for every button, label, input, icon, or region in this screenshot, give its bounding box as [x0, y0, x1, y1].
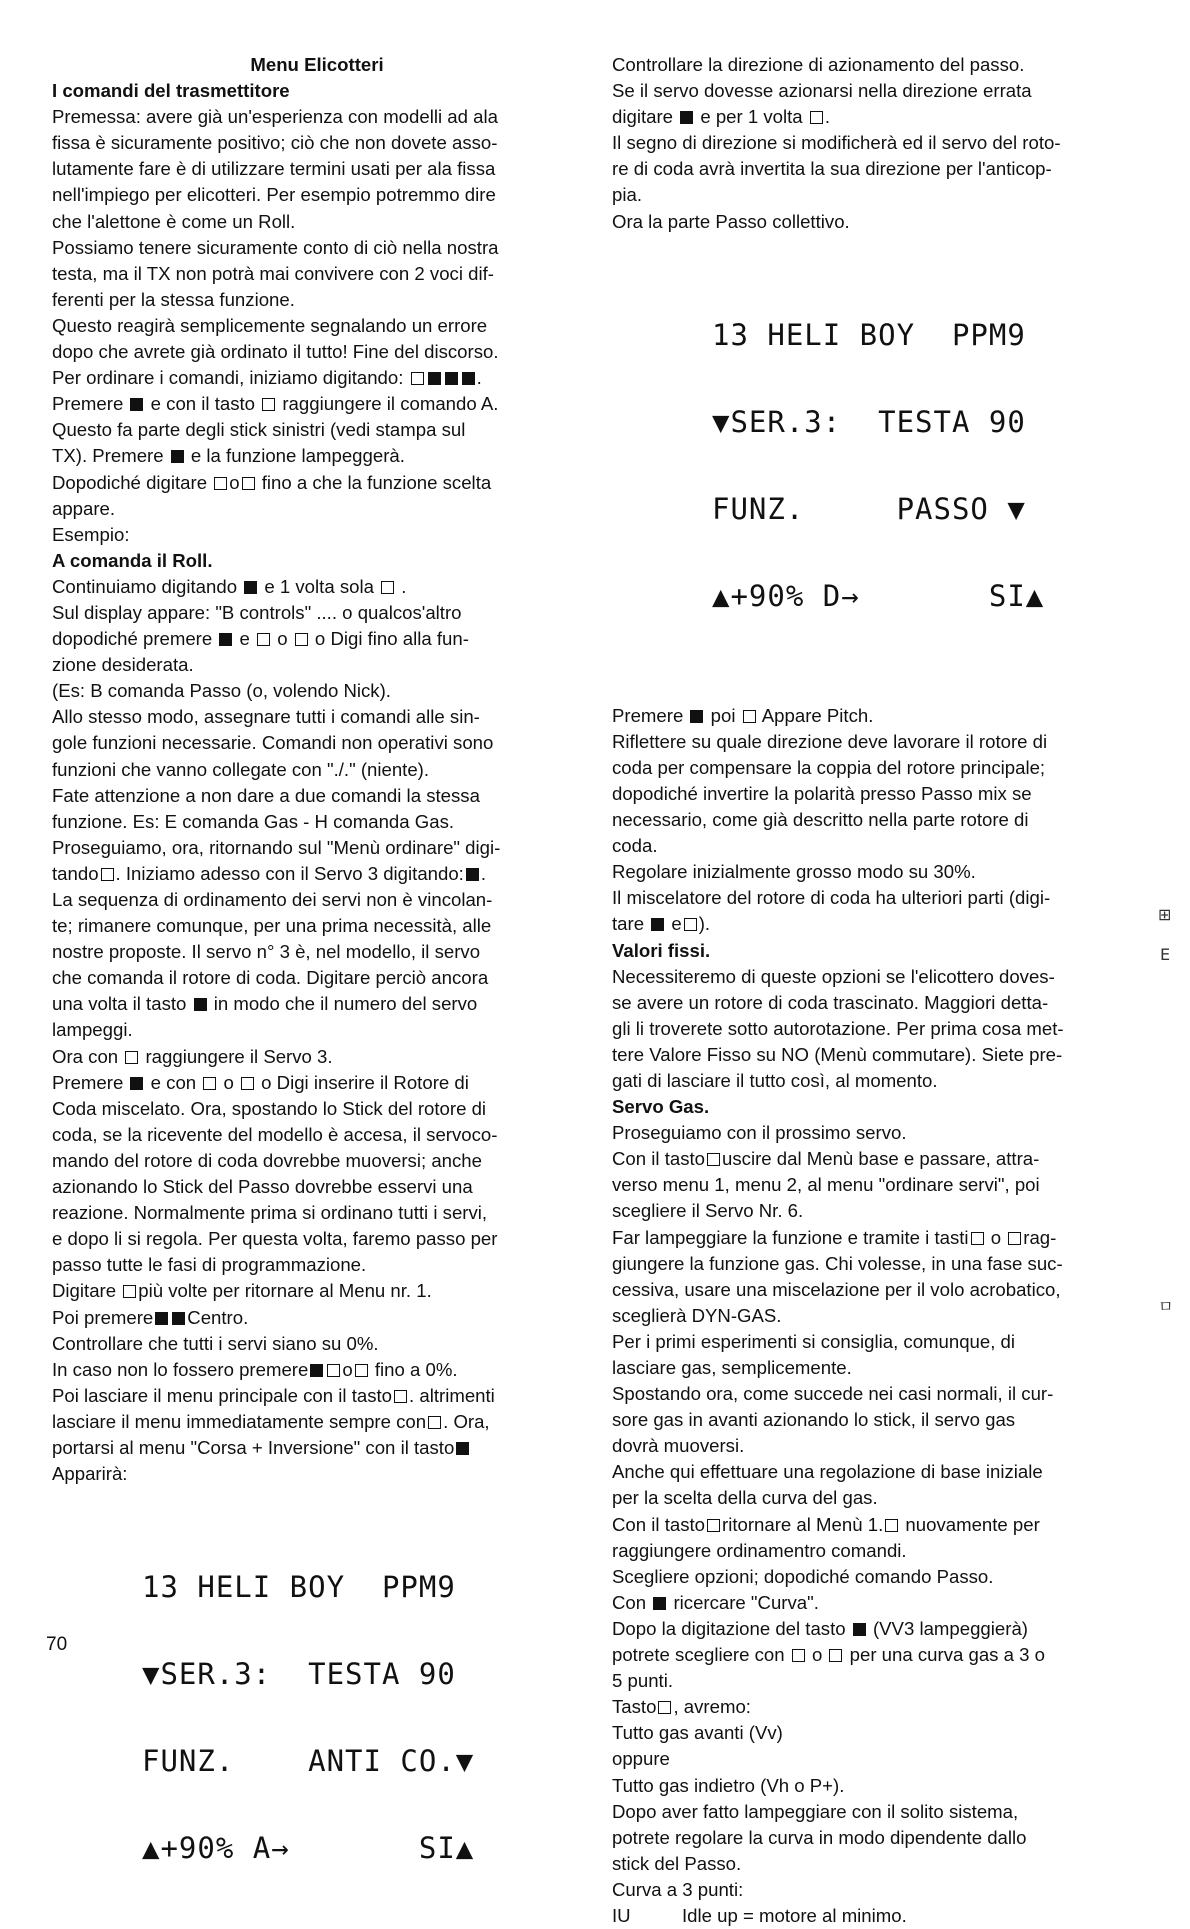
text: o Digi fino alla fun- [309, 628, 469, 650]
text-line [52, 470, 582, 496]
text-line: fissa è sicuramente positivo; ciò che non dovete asso- [52, 132, 498, 154]
key-icon [971, 1232, 984, 1245]
text-line: mando del rotore di coda dovrebbe muoversi; anche [52, 1149, 482, 1171]
text: e la funzione lampeggerà. [185, 445, 405, 467]
text-line [52, 626, 582, 652]
text-line: te; rimanere comunque, per una prima necessità, alle [52, 915, 492, 937]
text-line: se avere un rotore di coda trascinato. Maggiori detta- [612, 991, 1049, 1013]
text-line: Controllare la direzione di azionamento del passo. [612, 54, 1025, 75]
key-icon [456, 1442, 469, 1455]
text-line [52, 1305, 582, 1331]
text: . Iniziamo adesso con il Servo 3 digitando: [115, 862, 464, 884]
text-line: verso menu 1, menu 2, al menu "ordinare servi", poi [612, 1174, 1040, 1196]
text: o Digi inserire il Rotore di [255, 1071, 469, 1093]
text-line [52, 1278, 582, 1304]
text: per una curva gas a 3 o [844, 1644, 1045, 1666]
text: Centro. [187, 1306, 249, 1328]
text-line: Spostando ora, come succede nei casi normali, il cur- [612, 1383, 1054, 1405]
text: e 1 volta sola [259, 575, 380, 597]
text: TX). Premere [52, 445, 169, 467]
key-icon [257, 633, 270, 646]
text: Per ordinare i comandi, iniziamo digitando: [52, 367, 409, 389]
text-line: Per i primi esperimenti si consiglia, comunque, di [612, 1330, 1016, 1352]
text: o [806, 1644, 828, 1666]
text-line [52, 1435, 582, 1461]
text-line: Premessa: avere già un'esperienza con modelli ad ala [52, 106, 498, 128]
text: . Ora, [443, 1410, 490, 1432]
text-line: lampeggi. [52, 1019, 133, 1041]
text-line: Necessiteremo di queste opzioni se l'elicottero doves- [612, 965, 1055, 987]
text-line [52, 1409, 582, 1435]
text-line: Se il servo dovesse azionarsi nella direzione errata [612, 80, 1032, 102]
text-line: coda. [612, 835, 658, 857]
text: tando [52, 862, 99, 884]
text-line: lutamente fare è di utilizzare termini usati per ala fissa [52, 158, 496, 180]
text: e [234, 628, 256, 650]
text: , avremo: [673, 1696, 751, 1718]
lcd-line: ▼SER.3: TESTA 90 [712, 404, 1026, 439]
key-icon [1008, 1232, 1021, 1245]
text-line: Allo stesso modo, assegnare tutti i comandi alle sin- [52, 706, 480, 728]
text-line: sceglierà DYN-GAS. [612, 1304, 782, 1326]
key-icon [155, 1312, 168, 1325]
text: Dopo la digitazione del tasto [612, 1617, 851, 1639]
margin-key-icon: ⊞ [1158, 905, 1172, 924]
lcd-line: FUNZ. ANTI CO.▼ [142, 1744, 475, 1779]
text-line: giungere la funzione gas. Chi volesse, in una fase suc- [612, 1252, 1063, 1274]
text-line: scegliere il Servo Nr. 6. [612, 1200, 804, 1222]
key-icon [130, 1077, 143, 1090]
text: Appare Pitch. [757, 704, 874, 726]
key-icon [707, 1153, 720, 1166]
text-line [612, 911, 1148, 937]
text: tare [612, 913, 650, 935]
margin-mark-icon: E [1160, 945, 1171, 964]
key-icon [810, 111, 823, 124]
key-icon [792, 1649, 805, 1662]
text-line [612, 1694, 1148, 1720]
key-icon [310, 1364, 323, 1377]
text-line [52, 1044, 582, 1070]
key-icon [171, 450, 184, 463]
text: Far lampeggiare la funzione e tramite i tasti [612, 1226, 969, 1248]
key-icon [684, 918, 697, 931]
lcd-line: 13 HELI BOY PPM9 [142, 1570, 456, 1605]
text: lasciare il menu immediatamente sempre con [52, 1410, 427, 1432]
text-line: coda per compensare la coppia del rotore principale; [612, 756, 1046, 778]
key-icon [172, 1312, 185, 1325]
key-icon [381, 581, 394, 594]
key-icon [411, 372, 424, 385]
text-line: Questo fa parte degli stick sinistri (vedi stampa sul [52, 419, 466, 441]
text-line: Dopo aver fatto lampeggiare con il solito sistema, [612, 1800, 1019, 1822]
margin-mark-icon: ㅁ [1158, 1297, 1174, 1316]
text-line: potrete regolare la curva in modo dipendente dallo [612, 1826, 1027, 1848]
text-line: necessario, come già descritto nella parte rotore di [612, 809, 1029, 831]
text: . altrimenti [409, 1384, 495, 1406]
text: o [985, 1226, 1007, 1248]
text-line: Fate attenzione a non dare a due comandi la stessa [52, 784, 480, 806]
lcd-line: ▲+90% D→ SI▲ [712, 578, 1045, 613]
text-line: lasciare gas, semplicemente. [612, 1357, 852, 1378]
text-line [612, 1590, 1148, 1616]
text-line [52, 861, 582, 887]
text-line: gole funzioni necessarie. Comandi non operativi sono [52, 732, 494, 754]
key-icon [242, 477, 255, 490]
key-icon [707, 1519, 720, 1532]
subheading: Valori fissi. [612, 939, 711, 961]
text-line: testa, ma il TX non potrà mai convivere con 2 voci dif- [52, 262, 494, 284]
text-line: funzioni che vanno collegate con "./." (niente). [52, 758, 430, 780]
text-line: gli li troverete sotto autorotazione. Per prima cosa met- [612, 1017, 1064, 1039]
text-line [612, 703, 1148, 729]
lcd-line: FUNZ. PASSO ▼ [712, 491, 1026, 526]
text: Continuiamo digitando [52, 575, 243, 597]
text-line: dopo che avrete già ordinato il tutto! Fine del discorso. [52, 341, 499, 363]
text: in modo che il numero del servo [208, 993, 478, 1015]
text-line: Proseguiamo, ora, ritornando sul "Menù ordinare" digi- [52, 836, 501, 858]
text: Premere [612, 704, 689, 726]
text: Con [612, 1591, 652, 1613]
text: Con il tasto [612, 1148, 706, 1170]
key-icon [203, 1077, 216, 1090]
text: ). [698, 913, 711, 935]
text: ritornare al Menù 1. [722, 1513, 884, 1535]
key-icon [262, 398, 275, 411]
key-icon [130, 398, 143, 411]
text-line [612, 1512, 1148, 1538]
text: Poi premere [52, 1306, 154, 1328]
text-line: tere Valore Fisso su NO (Menù commutare). Siete pre- [612, 1043, 1063, 1065]
text-line: pia. [612, 184, 642, 206]
text: o [342, 1358, 353, 1380]
lcd-line: ▼SER.3: TESTA 90 [142, 1657, 456, 1692]
text-line: Questo reagirà semplicemente segnalando un errore [52, 314, 488, 336]
text-line: che comanda il rotore di coda. Digitare perciò ancora [52, 967, 489, 989]
text-line: Coda miscelato. Ora, spostando lo Stick del rotore di [52, 1097, 487, 1119]
text: (VV3 lampeggierà) [867, 1617, 1028, 1639]
text-line: ferenti per la stessa funzione. [52, 288, 295, 310]
text-line [612, 104, 1148, 130]
text: e [666, 913, 682, 935]
text: e per 1 volta [695, 106, 808, 128]
key-icon [295, 633, 308, 646]
key-icon [101, 868, 114, 881]
key-icon [428, 372, 441, 385]
text: . [396, 575, 407, 597]
key-icon [445, 372, 458, 385]
text: più volte per ritornare al Menu nr. 1. [138, 1280, 432, 1302]
text: o [272, 628, 293, 650]
left-column [52, 52, 582, 1921]
text-line [52, 443, 582, 469]
key-icon [658, 1701, 671, 1714]
text-line: La sequenza di ordinamento dei servi non è vincolan- [52, 889, 493, 910]
text: Idle up = motore al minimo. [682, 1904, 907, 1926]
key-icon [690, 710, 703, 723]
text-line: raggiungere ordinamentro comandi. [612, 1539, 907, 1561]
text: In caso non lo fossero premere [52, 1358, 309, 1380]
text-line [52, 1357, 582, 1383]
text: una volta il tasto [52, 993, 192, 1015]
key-icon [219, 633, 232, 646]
text-line: Il segno di direzione si modificherà ed il servo del roto- [612, 132, 1061, 154]
key-icon [123, 1285, 136, 1298]
text: . [824, 106, 830, 128]
text-line: zione desiderata. [52, 654, 194, 676]
text: Premere [52, 1071, 129, 1093]
text-line: reazione. Normalmente prima si ordinano tutti i servi, [52, 1202, 488, 1224]
text-line: re di coda avrà invertita la sua direzione per l'anticop- [612, 158, 1052, 180]
key-icon [829, 1649, 842, 1662]
text: digitare [612, 106, 679, 128]
subheading: Servo Gas. [612, 1096, 710, 1118]
text-line: per la scelta della curva del gas. [612, 1487, 878, 1509]
text: Tasto [612, 1696, 657, 1718]
text: Con il tasto [612, 1513, 706, 1535]
text-line [612, 1146, 1148, 1172]
text-line: Riflettere su quale direzione deve lavorare il rotore di [612, 730, 1048, 752]
text: e con il tasto [145, 393, 261, 415]
text-line: appare. [52, 497, 116, 519]
text: dopodiché premere [52, 628, 218, 650]
text: raggiungere il comando A. [277, 393, 499, 415]
text-line: Tutto gas avanti (Vv) [612, 1722, 783, 1744]
text-line [612, 1642, 1148, 1668]
subheading: A comanda il Roll. [52, 549, 213, 571]
text: Ora con [52, 1045, 124, 1067]
text-line: Tutto gas indietro (Vh o P+). [612, 1774, 845, 1796]
text-line: cessiva, usare una miscelazione per il volo acrobatico, [612, 1278, 1061, 1300]
text-line: gati di lasciare il tutto così, al momento. [612, 1069, 938, 1091]
text-line: Il miscelatore del rotore di coda ha ulteriori parti (digi- [612, 887, 1051, 909]
text-line: sore gas in avanti azionando lo stick, il servo gas [612, 1409, 1016, 1431]
text-line: e dopo li si regola. Per questa volta, faremo passo per [52, 1228, 498, 1250]
right-column [612, 52, 1148, 1929]
lcd-display-anti-coppia [142, 1515, 582, 1921]
key-icon [428, 1416, 441, 1429]
text: fino a che la funzione scelta [256, 471, 492, 493]
key-icon [651, 918, 664, 931]
text-line [52, 1383, 582, 1409]
text: Premere [52, 393, 129, 415]
text-line: Apparirà: [52, 1463, 128, 1485]
text-line [612, 1225, 1148, 1251]
text-line: coda, se la ricevente del modello è accesa, il servoco- [52, 1123, 498, 1145]
text-line [52, 391, 582, 417]
text-line: oppure [612, 1748, 670, 1770]
text-line: funzione. Es: E comanda Gas - H comanda Gas. [52, 810, 455, 832]
text: potrete scegliere con [612, 1644, 790, 1666]
text-line: Proseguiamo con il prossimo servo. [612, 1122, 907, 1144]
text-line: che l'alettone è come un Roll. [52, 210, 296, 232]
text: rag- [1023, 1226, 1057, 1248]
page-number: 70 [46, 1634, 68, 1655]
text: o [218, 1071, 239, 1093]
text: Poi lasciare il menu principale con il tasto [52, 1384, 393, 1406]
lcd-line: 13 HELI BOY PPM9 [712, 317, 1026, 352]
text: uscire dal Menù base e passare, attra- [722, 1148, 1040, 1170]
text: IU [612, 1904, 631, 1926]
text: Digitare [52, 1280, 122, 1302]
key-icon [355, 1364, 368, 1377]
text: poi [705, 704, 741, 726]
key-icon [743, 710, 756, 723]
key-icon [244, 581, 257, 594]
text: . [480, 862, 487, 884]
key-icon [194, 998, 207, 1011]
text-line: Sul display appare: "B controls" .... o qualcos'altro [52, 601, 462, 623]
text-line: nostre proposte. Il servo n° 3 è, nel modello, il servo [52, 941, 481, 963]
text-line: 5 punti. [612, 1670, 673, 1692]
text-line: dovrà muoversi. [612, 1435, 745, 1457]
key-icon [241, 1077, 254, 1090]
text-line: Scegliere opzioni; dopodiché comando Passo. [612, 1565, 994, 1587]
text: fino a 0%. [369, 1358, 458, 1380]
text: ricercare "Curva". [668, 1591, 819, 1613]
text-line [52, 991, 582, 1017]
text-line: Regolare inizialmente grosso modo su 30%. [612, 861, 976, 883]
key-icon [680, 111, 693, 124]
text-line: nell'impiego per elicotteri. Per esempio potremmo dire [52, 184, 496, 206]
text-line: stick del Passo. [612, 1852, 742, 1874]
key-icon [125, 1051, 138, 1064]
text-line: Esempio: [52, 523, 130, 545]
key-icon [394, 1390, 407, 1403]
text-line: Controllare che tutti i servi siano su 0%. [52, 1332, 379, 1354]
text-line [612, 1616, 1148, 1642]
key-icon [214, 477, 227, 490]
key-icon [653, 1597, 666, 1610]
key-icon [462, 372, 475, 385]
text-line: passo tutte le fasi di programmazione. [52, 1254, 367, 1276]
key-icon [466, 868, 479, 881]
lcd-line: ▲+90% A→ SI▲ [142, 1831, 475, 1866]
key-icon [853, 1623, 866, 1636]
text-line: Curva a 3 punti: [612, 1878, 744, 1900]
text-line: Anche qui effettuare una regolazione di base iniziale [612, 1461, 1043, 1483]
key-icon [885, 1519, 898, 1532]
text-line: Per ordinare i comandi, iniziamo digitando: . [52, 367, 482, 389]
text: o [229, 471, 240, 493]
text: raggiungere il Servo 3. [140, 1045, 333, 1067]
text-line: (Es: B comanda Passo (o, volendo Nick). [52, 680, 391, 702]
text: nuovamente per [900, 1513, 1040, 1535]
text-line: Possiamo tenere sicuramente conto di ciò nella nostra [52, 236, 499, 258]
text-line: azionando lo Stick del Passo dovrebbe esservi una [52, 1176, 473, 1198]
text-line [52, 574, 582, 600]
text: e con [145, 1071, 202, 1093]
text-line: Ora la parte Passo collettivo. [612, 210, 850, 232]
text: portarsi al menu "Corsa + Inversione" con il tasto [52, 1436, 455, 1458]
text-line [612, 1903, 1148, 1929]
key-icon [327, 1364, 340, 1377]
lcd-display-passo [712, 263, 1148, 669]
text-line [52, 1070, 582, 1096]
section-subtitle: I comandi del trasmettitore [52, 80, 290, 102]
text-line: dopodiché invertire la polarità presso Passo mix se [612, 782, 1032, 804]
section-title: Menu Elicotteri [250, 54, 384, 75]
text: Dopodiché digitare [52, 471, 213, 493]
